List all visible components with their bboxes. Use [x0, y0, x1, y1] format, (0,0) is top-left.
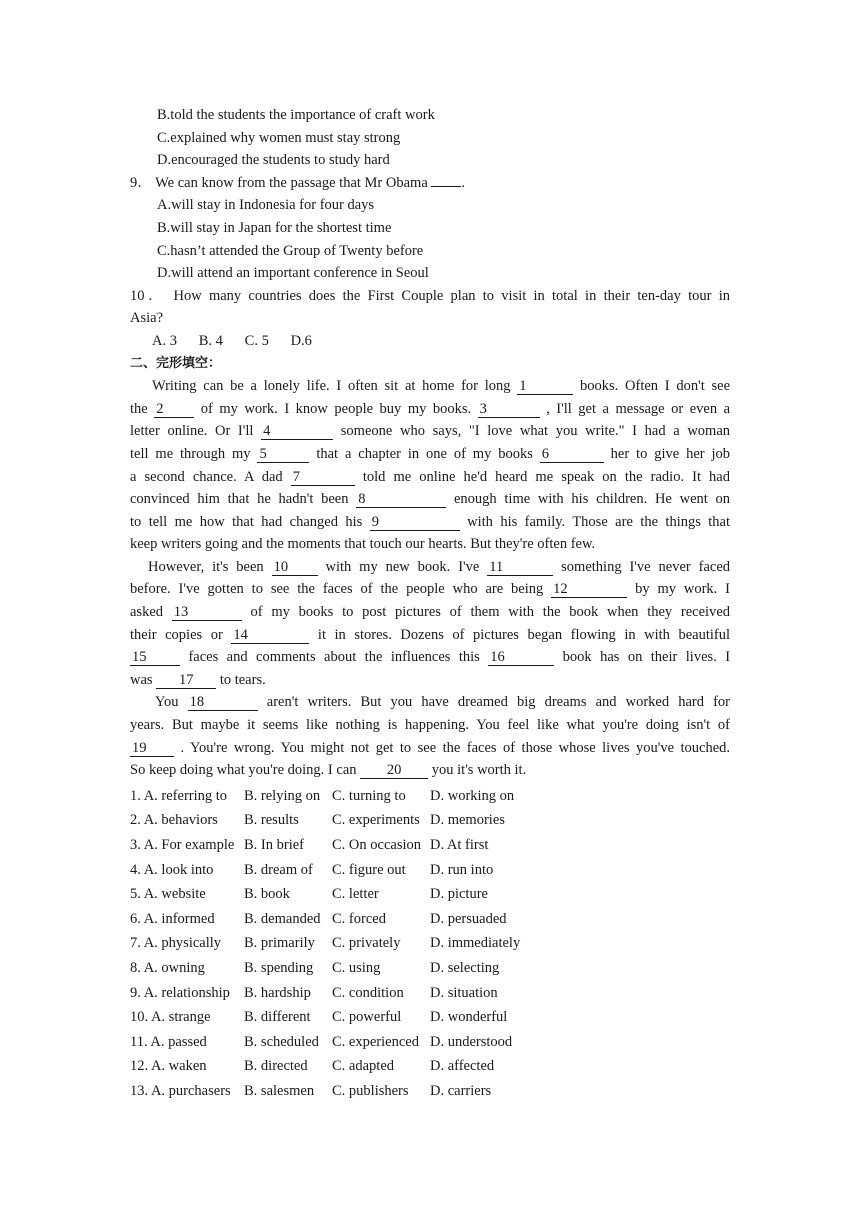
cloze-blank-18: 18: [188, 694, 258, 711]
cloze-text: to tears.: [219, 671, 266, 688]
section-title: 二、完形填空：: [130, 355, 222, 371]
cloze-line: [130, 443, 730, 466]
cloze-text: aren't writers. But you have dreamed big dreams and worked hard for: [266, 694, 730, 711]
cloze-line: [130, 601, 730, 624]
cloze-line: [130, 646, 730, 669]
answer-d: D. working on: [430, 787, 515, 804]
answer-b: B. primarily: [244, 935, 315, 952]
answer-c: C. experienced: [332, 1033, 419, 1050]
answer-c: C. experiments: [332, 812, 420, 829]
cloze-line: [130, 511, 730, 534]
answer-a: 10. A. strange: [130, 1009, 211, 1026]
cloze-blank-11: 11: [487, 559, 553, 576]
cloze-blank-7: 7: [291, 469, 355, 486]
cloze-text: their copies or: [130, 626, 223, 643]
answer-b: B. directed: [244, 1058, 308, 1075]
answer-row: [130, 1030, 730, 1055]
answer-c: C. adapted: [332, 1058, 395, 1075]
answer-row: [130, 981, 730, 1006]
q10-option-a: A. 3: [152, 332, 177, 349]
cloze-blank-20: 20: [360, 762, 428, 779]
cloze-text: So keep doing what you're doing. I can: [130, 762, 357, 779]
answer-d: D. situation: [430, 984, 498, 1001]
answer-b: B. demanded: [244, 910, 321, 927]
q9-option-b: B.will stay in Japan for the shortest time: [157, 219, 392, 236]
answer-d: D. memories: [430, 812, 505, 829]
document-page: [130, 104, 730, 1104]
cloze-text: years. But maybe it seems like nothing is happening. You feel like what you're doing isn't of: [130, 717, 730, 734]
cloze-blank-17: 17: [156, 672, 216, 689]
cloze-blank-14: 14: [231, 627, 309, 644]
cloze-text: asked: [130, 604, 164, 621]
q10-stem-text: How many countries does the First Couple plan to visit in total in their ten-day tour in: [173, 287, 730, 304]
cloze-line: [130, 737, 730, 760]
answer-a: 7. A. physically: [130, 935, 222, 952]
cloze-blank-1: 1: [517, 378, 573, 395]
cloze-text: of my work. I know people buy my books.: [200, 400, 472, 417]
answer-c: C. using: [332, 959, 381, 976]
answer-c: C. turning to: [332, 787, 406, 804]
answer-c: C. publishers: [332, 1082, 409, 1099]
q10-option-c: C. 5: [244, 332, 269, 349]
cloze-line: [130, 624, 730, 647]
answer-c: C. On occasion: [332, 837, 421, 853]
q9-stem: [130, 172, 730, 195]
q9-period: .: [461, 174, 466, 191]
cloze-line: [130, 398, 730, 421]
cloze-passage: [130, 375, 730, 782]
answer-d: D. picture: [430, 886, 488, 903]
cloze-text: before. I've gotten to see the faces of the people who are being: [130, 581, 544, 598]
cloze-blank-13: 13: [172, 604, 242, 621]
cloze-text: letter online. Or I'll: [130, 423, 254, 440]
cloze-text: faces and comments about the influences this: [188, 649, 480, 666]
answer-d: D. At first: [430, 837, 489, 853]
q8-option-c: C.explained why women must stay strong: [157, 129, 401, 146]
cloze-text: something I've never faced: [561, 558, 730, 575]
cloze-blank-2: 2: [154, 401, 194, 418]
answer-b: B. different: [244, 1009, 311, 1026]
answer-row: [130, 858, 730, 883]
cloze-text: it in stores. Dozens of pictures began flowing in with beautiful: [317, 626, 730, 643]
cloze-blank-15: 15: [130, 649, 180, 666]
cloze-text: the: [130, 400, 148, 417]
answer-c: C. privately: [332, 935, 401, 952]
answer-d: D. immediately: [430, 935, 521, 952]
cloze-text: with his family. Those are the things that: [467, 513, 730, 530]
cloze-text: keep writers going and the moments that touch our hearts. But they're often few.: [130, 536, 596, 553]
answer-d: D. selecting: [430, 959, 500, 976]
q8-option-d: D.encouraged the students to study hard: [157, 152, 390, 169]
cloze-text: by my work. I: [635, 581, 730, 598]
answer-row: [130, 1005, 730, 1030]
cloze-text: However, it's been: [148, 558, 264, 575]
answer-a: 5. A. website: [130, 886, 206, 903]
answer-d: D. affected: [430, 1058, 495, 1075]
cloze-line: [130, 466, 730, 489]
q10-stem-line1: [130, 285, 730, 308]
answer-a: 9. A. relationship: [130, 984, 230, 1001]
q9-option-a: A.will stay in Indonesia for four days: [157, 197, 375, 214]
cloze-line: [130, 556, 730, 579]
cloze-blank-5: 5: [257, 446, 309, 463]
answer-c: C. letter: [332, 886, 379, 903]
answer-b: B. results: [244, 812, 299, 829]
q9-option-c: C.hasn’t attended the Group of Twenty before: [157, 242, 424, 259]
answer-c: C. powerful: [332, 1009, 402, 1026]
answer-d: D. wonderful: [430, 1009, 508, 1026]
q10-stem-line2: Asia?: [130, 310, 164, 327]
q10-number: 10．: [130, 287, 167, 304]
cloze-text: a second chance. A dad: [130, 468, 283, 485]
answer-b: B. salesmen: [244, 1082, 315, 1099]
cloze-text: books. Often I don't see: [580, 378, 730, 395]
answer-c: C. forced: [332, 910, 386, 927]
cloze-text: tell me through my: [130, 445, 251, 462]
q9-answer-blank: [431, 186, 461, 187]
cloze-text: was: [130, 671, 153, 688]
cloze-text: enough time with his children. He went on: [453, 491, 730, 508]
cloze-line: [130, 759, 730, 782]
answer-b: B. dream of: [244, 861, 313, 878]
cloze-text: her to give her job: [610, 445, 730, 462]
cloze-text: , I'll get a message or even a: [546, 400, 730, 417]
cloze-blank-6: 6: [540, 446, 604, 463]
answer-d: D. run into: [430, 861, 494, 878]
answer-row: [130, 1054, 730, 1079]
answer-b: B. scheduled: [244, 1033, 319, 1050]
answer-b: B. book: [244, 886, 290, 903]
cloze-text: Writing can be a lonely life. I often sit at home for long: [152, 378, 511, 395]
cloze-blank-10: 10: [272, 559, 318, 576]
cloze-text: with my new book. I've: [325, 558, 480, 575]
cloze-text: you it's worth it.: [431, 762, 527, 779]
q9-stem-text: We can know from the passage that Mr Obama: [155, 174, 428, 191]
answer-a: 13. A. purchasers: [130, 1082, 231, 1099]
answer-b: B. relying on: [244, 787, 321, 804]
answer-row: [130, 956, 730, 981]
cloze-text: that a chapter in one of my books: [316, 445, 533, 462]
answer-d: D. understood: [430, 1033, 513, 1050]
q8-options: [130, 104, 730, 172]
q10-option-b: B. 4: [198, 332, 223, 349]
cloze-line: [130, 691, 730, 714]
cloze-line: [130, 669, 730, 692]
answer-b: B. In brief: [244, 837, 304, 853]
answer-d: D. persuaded: [430, 910, 507, 927]
cloze-line: [130, 375, 730, 398]
cloze-text: book has on their lives. I: [562, 649, 730, 666]
answer-row: [130, 907, 730, 932]
question-9: [130, 172, 730, 285]
answer-a: 8. A. owning: [130, 959, 205, 976]
question-10: [130, 285, 730, 353]
answer-b: B. spending: [244, 959, 314, 976]
answer-row: [130, 882, 730, 907]
answer-row: [130, 1079, 730, 1104]
cloze-text: . You're wrong. You might not get to see the faces of those whose lives you've touched.: [180, 739, 730, 756]
answer-row: [130, 833, 730, 858]
answer-a: 12. A. waken: [130, 1058, 207, 1075]
cloze-text: to tell me how that had changed his: [130, 513, 363, 530]
cloze-blank-19: 19: [130, 740, 174, 757]
cloze-line: [130, 533, 730, 556]
answer-row: [130, 808, 730, 833]
cloze-text: of my books to post pictures of them with the book when they received: [250, 604, 730, 621]
answer-a: 11. A. passed: [130, 1033, 207, 1050]
answer-a: 6. A. informed: [130, 910, 215, 927]
cloze-blank-9: 9: [370, 514, 460, 531]
q9-number: 9．: [130, 174, 152, 191]
q10-option-d: D.6: [290, 332, 312, 349]
cloze-text: convinced him that he hadn't been: [130, 491, 349, 508]
cloze-blank-3: 3: [478, 401, 540, 418]
q9-option-d: D.will attend an important conference in Seoul: [157, 265, 429, 282]
answer-options: [130, 784, 730, 1104]
answer-a: 2. A. behaviors: [130, 812, 218, 829]
cloze-blank-8: 8: [356, 491, 446, 508]
cloze-line: [130, 714, 730, 737]
answer-a: 1. A. referring to: [130, 787, 228, 804]
cloze-blank-16: 16: [488, 649, 554, 666]
cloze-text: someone who says, "I love what you write." I had a woman: [340, 423, 730, 440]
answer-a: 4. A. look into: [130, 861, 214, 878]
answer-d: D. carriers: [430, 1082, 492, 1099]
answer-a: 3. A. For example: [130, 837, 235, 853]
cloze-text: You: [155, 694, 179, 711]
answer-c: C. figure out: [332, 861, 406, 878]
cloze-blank-12: 12: [551, 581, 627, 598]
cloze-line: [130, 420, 730, 443]
cloze-blank-4: 4: [261, 423, 333, 440]
answer-b: B. hardship: [244, 984, 311, 1001]
cloze-text: told me online he'd heard me speak on the radio. It had: [362, 468, 730, 485]
cloze-line: [130, 488, 730, 511]
answer-row: [130, 784, 730, 809]
q10-options: [130, 330, 730, 353]
cloze-line: [130, 578, 730, 601]
answer-row: [130, 931, 730, 956]
answer-c: C. condition: [332, 984, 404, 1001]
q8-option-b: B.told the students the importance of craft work: [157, 107, 435, 123]
